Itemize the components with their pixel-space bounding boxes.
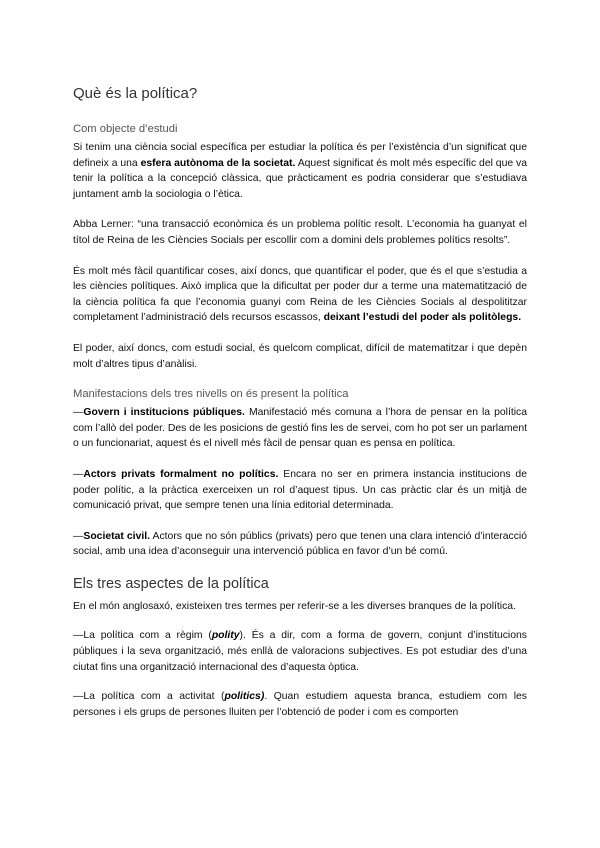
paragraph-4: El poder, així doncs, com estudi social, és quelcom complicat, difícil de matematitzar i que depèn molt d’altres tipus d’anàlisi. xyxy=(73,342,527,370)
page-title: Què és la política? xyxy=(73,85,198,102)
manifestation-item-3 xyxy=(73,529,527,560)
dash: — xyxy=(73,407,84,419)
manifestation-item-2-text: Encara no ser en primera instancia institucions de poder polític, a la pràctica exerceixen un rol d’aquest tipus. Un cas pràctic clar és un mitjà de comunicació privat, que sempre tenen una línia editorial determinada. xyxy=(73,468,527,512)
aspect-item-2-text-c: . Quan estudiem aquesta branca, estudiem com les persones i els grups de persones lluiten per l’obtenció de poder i com es comporten xyxy=(73,691,527,718)
dash: — xyxy=(73,530,84,542)
subheading-manifestations: Manifestacions dels tres nivells on és present la política xyxy=(73,388,349,401)
manifestation-item-2 xyxy=(73,467,527,514)
paragraph-1-text-a: Si tenim una ciència social específica per estudiar la política és per l’existència d’un significat que defineix a una xyxy=(73,142,527,169)
aspect-item-1-text-c: ). És a dir, com a forma de govern, conjunt d’institucions públiques i la seva organització, més enllà de valoracions subjectives. Es pot estudiar des d’una ciutat fins una organització internacional des d’aquesta òptica. xyxy=(73,630,527,673)
dash: — xyxy=(73,468,84,480)
manifestation-item-3-text: Actors que no són públics (privats) pero que tenen una clara intenció d’interacció social, amb una idea d’aconseguir una intervenció pública en favor d’un bé comú. xyxy=(73,530,527,558)
manifestation-item-1-text: Manifestació més comuna a l’hora de pensar en la política com l’allò del poder. Des de les posicions de gestió fins les de servei, com ho pot ser un parlament o un funcionariat, aquest és el nivell més fàcil de pensar quan es pensa en política. xyxy=(73,407,527,450)
paragraph-3-bold: deixant l’estudi del poder als politòlegs. xyxy=(323,312,522,324)
aspect-item-2-text-a: —La política com a activitat ( xyxy=(73,691,225,703)
aspect-item-1-text-a: —La política com a règim ( xyxy=(73,630,212,642)
aspect-item-2 xyxy=(73,689,527,720)
section-title-aspects: Els tres aspectes de la política xyxy=(73,575,269,592)
paragraph-1 xyxy=(73,140,527,202)
aspect-item-1-term: polity xyxy=(211,630,240,642)
manifestation-item-3-bold: Societat civil. xyxy=(83,530,151,542)
paragraph-1-text-c: Aquest significat és molt més específic del que va tenir la política a la concepció clàssica, que pràcticament es podria considerar que s’estudiava juntament amb la sociologia o l’ètica. xyxy=(73,157,528,200)
aspects-intro: En el món anglosaxó, existeixen tres termes per referir-se a les diverses branques de la política. xyxy=(73,600,516,612)
paragraph-2: Abba Lerner: “una transacció econòmica és un problema polític resolt. L’economia ha guanyat el títol de Reina de les Ciències Socials per escollir com a domini dels problemes polítics resolts”. xyxy=(73,219,527,246)
manifestation-item-1 xyxy=(73,405,527,452)
document-body xyxy=(73,85,527,734)
manifestation-item-1-bold: Govern i institucions públiques. xyxy=(83,407,245,419)
paragraph-3-text-a: És molt més fàcil quantificar coses, així doncs, que quantificar el poder, que és el que s’estudia a les ciències polítiques. Això implica que la dificultat per poder dur a terme una matematització de la ciència política fa que l’economia guanyi com Reina de les Ciències Socials al despolititzar completament l’administració dels recursos escassos, xyxy=(73,265,527,324)
manifestation-item-2-bold: Actors privats formalment no polítics. xyxy=(83,468,279,480)
subheading-study-object: Com objecte d’estudi xyxy=(73,123,178,135)
paragraph-3 xyxy=(73,264,527,326)
aspect-item-1 xyxy=(73,628,527,675)
aspect-item-2-term: politics) xyxy=(224,691,265,703)
paragraph-1-bold: esfera autònoma de la societat. xyxy=(140,157,296,169)
